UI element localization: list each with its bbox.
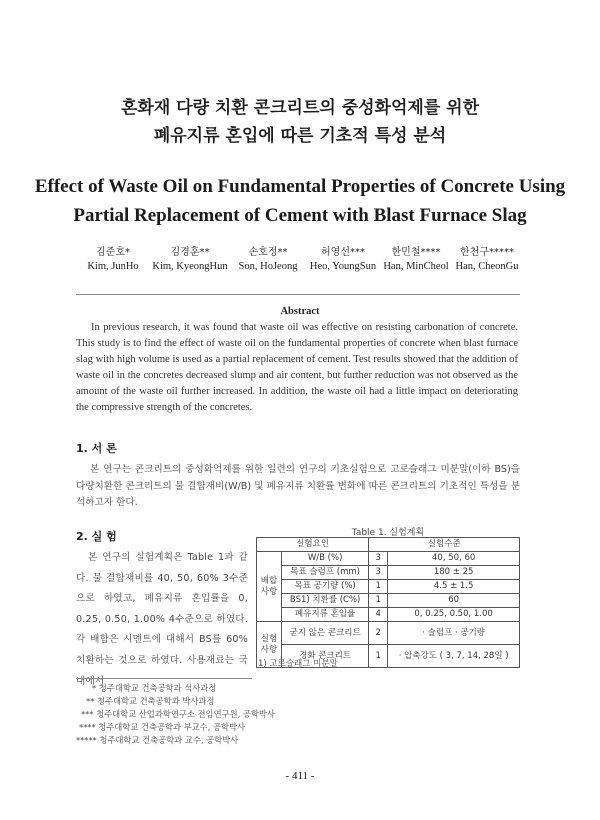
table-row <box>257 580 520 594</box>
author-4: 허영선*** Heo, YoungSun <box>309 247 377 272</box>
page-number: - 411 - <box>285 770 315 782</box>
table-cell-level: · 압축강도 ( 3, 7, 14, 28일 ) <box>388 645 520 668</box>
table-header-row <box>257 538 520 552</box>
experiment-heading: 2. 실 험 <box>76 530 117 543</box>
footnote-item: ***** 청주대학교 건축공학과 교수, 공학박사 <box>76 735 239 745</box>
table-cell-level: 40, 50, 60 <box>388 552 520 566</box>
experiment-plan-table <box>256 537 520 668</box>
table-cell-level: · 슬럼프 · 공기량 <box>388 622 520 645</box>
table-cell-factor: 폐유지류 혼입율 <box>282 608 369 622</box>
author-3: 손호정** Son, HoJeong <box>238 247 298 272</box>
table-group-mix: 배합 사항 <box>257 552 282 622</box>
table-cell-factor: 경화 콘크리트 <box>282 645 369 668</box>
footnote-item: ** 청주대학교 건축공학과 박사과정 <box>86 696 215 706</box>
table-header-level: 실험수준 <box>369 538 520 552</box>
table-cell-count: 1 <box>369 645 388 668</box>
footnote-item: **** 청주대학교 건축공학과 부교수, 공학박사 <box>79 722 246 732</box>
author-1: 김준호* Kim, JunHo <box>87 247 139 272</box>
table-cell-count: 4 <box>369 608 388 622</box>
author-2: 김경훈** Kim, KyeongHun <box>152 247 228 272</box>
table-cell-level: 4.5 ± 1.5 <box>388 580 520 594</box>
footnote-item: * 청주대학교 건축공학과 석사과정 <box>92 683 217 693</box>
table-cell-count: 3 <box>369 566 388 580</box>
table-row <box>257 594 520 608</box>
table-cell-factor: 목표 슬럼프 (mm) <box>282 566 369 580</box>
english-title-line-1: Effect of Waste Oil on Fundamental Properties of Concrete Using <box>34 176 566 197</box>
author-footnotes <box>76 682 376 747</box>
experiment-body: 본 연구의 실험계획은 Table 1과 같다. 물 결합재비를 40, 50, 60% 3수준으로 하였고, 폐유지류 혼입률을 0, 0.25, 0.50, 1.00% 4수준으로 하였다. 각 배합은 시멘트에 대해서 BS를 60% 치환하는 것으로 하였다. 사용재료는 국내에서 <box>76 552 248 687</box>
intro-heading: 1. 서 론 <box>76 442 117 455</box>
english-title-line-2: Partial Replacement of Cement with Blast Furnace Slag <box>73 205 527 226</box>
english-title <box>0 172 600 230</box>
table-row <box>257 608 520 622</box>
footnote-item: *** 청주대학교 산업과학연구소 전임연구원, 공학박사 <box>81 709 275 719</box>
table-cell-factor: 목표 공기량 (%) <box>282 580 369 594</box>
table-row <box>257 552 520 566</box>
table-cell-factor: W/B (%) <box>282 552 369 566</box>
table-cell-count: 3 <box>369 552 388 566</box>
table-row <box>257 566 520 580</box>
intro-body: 본 연구는 콘크리트의 중성화억제를 위한 일련의 연구의 기초실험으로 고로슬래그 미분말(이하 BS)을 다량치환한 콘크리트의 물 결합재비(W/B) 및 폐유지류 치환률 변화에 따른 콘크리트의 기초적인 특성을 분석하고자 한다. <box>76 464 520 508</box>
table-cell-factor: BS1) 치환률 (C%) <box>282 594 369 608</box>
korean-title <box>0 94 600 150</box>
table-cell-factor: 굳지 않은 콘크리트 <box>282 622 369 645</box>
footnote-rule <box>76 678 252 679</box>
separator-rule <box>76 294 520 295</box>
table-footnote: 1) 고로슬래그 미분말 <box>258 659 338 669</box>
table-caption: Table 1. 실험계획 <box>351 528 425 538</box>
abstract-heading: Abstract <box>280 306 320 317</box>
table-cell-count: 1 <box>369 594 388 608</box>
table-cell-level: 60 <box>388 594 520 608</box>
korean-title-line-2: 폐유지류 혼입에 따른 기초적 특성 분석 <box>153 126 447 146</box>
korean-title-line-1: 혼화재 다량 치환 콘크리트의 중성화억제를 위한 <box>120 98 480 118</box>
table-row <box>257 622 520 645</box>
author-5: 한민철**** Han, MinCheol <box>383 247 449 272</box>
abstract-body: In previous research, it was found that waste oil was effective on resisting carbonation of concrete. This study is to find the effect of waste oil on the fundamental properties of concrete when blast furnace slag with high volume is used as a partial replacement of cement. Test results showed that the addition of waste oil in the concretes decreased slump and air content, but further reduction was not observed as the amount of the waste oil further increased. In addition, the waste oil had a little impact on deteriorating the compressive strength of the concretes. <box>76 322 518 413</box>
table-cell-count: 2 <box>369 622 388 645</box>
table-cell-count: 1 <box>369 580 388 594</box>
table-header-factor: 실험요인 <box>257 538 369 552</box>
table-group-test: 실험 사항 <box>257 622 282 668</box>
author-6: 한천구***** Han, CheonGu <box>455 247 519 272</box>
table-cell-level: 180 ± 25 <box>388 566 520 580</box>
table-cell-level: 0, 0.25, 0.50, 1.00 <box>388 608 520 622</box>
